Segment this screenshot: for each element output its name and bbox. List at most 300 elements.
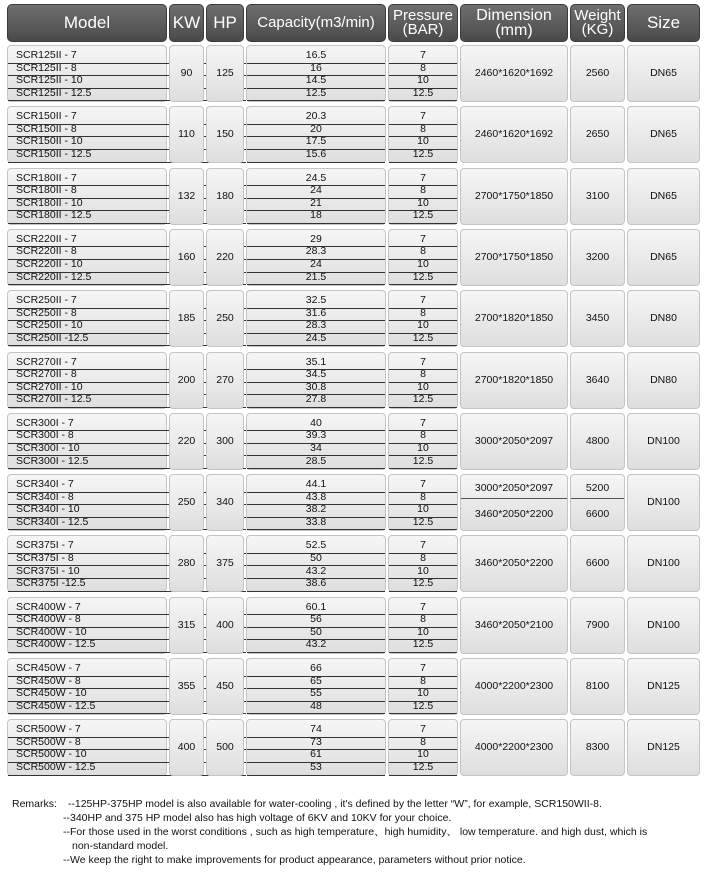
pressure-cell [388, 290, 458, 347]
pressure-value: 7 [389, 418, 457, 432]
spec-group-row [0, 168, 707, 225]
capacity-value: 20.3 [247, 111, 385, 125]
pressure-value: 8 [389, 676, 457, 690]
kw-cell [169, 168, 204, 225]
dimension-cell [460, 413, 568, 470]
hp-cell [206, 45, 244, 102]
model-name: SCR340I - 7 [8, 479, 246, 493]
weight-value: 5200 [571, 482, 624, 499]
capacity-value: 50 [247, 627, 385, 641]
capacity-value: 15.6 [247, 149, 385, 163]
hp-cell [206, 106, 244, 163]
model-cell [7, 597, 167, 654]
pressure-cell [388, 719, 458, 776]
capacity-value: 43.8 [247, 492, 385, 506]
kw-value: 110 [178, 128, 195, 141]
pressure-value: 8 [389, 369, 457, 383]
weight-cell [570, 229, 625, 286]
dimension-value: 2460*1620*1692 [474, 128, 554, 141]
spec-group-row [0, 229, 707, 286]
capacity-value: 14.5 [247, 75, 385, 89]
model-name: SCR400W - 12.5 [8, 639, 246, 653]
model-cell [7, 413, 167, 470]
weight-value: 3200 [585, 250, 610, 263]
size-cell [627, 535, 700, 592]
spec-group-row [0, 658, 707, 715]
model-name: SCR375I -12.5 [8, 578, 246, 592]
pressure-value: 12.5 [389, 701, 457, 715]
model-name: SCR180II - 7 [8, 173, 246, 187]
pressure-cell [388, 658, 458, 715]
model-name: SCR250II - 8 [8, 308, 246, 322]
pressure-value: 10 [389, 198, 457, 212]
spec-group-row [0, 413, 707, 470]
header-dimension-unit: (mm) [495, 22, 533, 39]
pressure-cell [388, 535, 458, 592]
size-cell [627, 352, 700, 409]
model-name: SCR150II - 12.5 [8, 149, 246, 163]
kw-value: 250 [177, 496, 196, 509]
remarks-line-4: non-standard model. [72, 840, 169, 852]
pressure-value: 12.5 [389, 578, 457, 592]
model-name: SCR125II - 7 [8, 50, 246, 64]
pressure-value: 8 [389, 246, 457, 260]
weight-cell [570, 45, 625, 102]
kw-cell [169, 229, 204, 286]
hp-cell [206, 535, 244, 592]
size-cell [627, 474, 700, 531]
model-name: SCR220II - 10 [8, 259, 246, 273]
size-value: DN100 [647, 496, 680, 509]
capacity-value: 53 [247, 762, 385, 776]
pressure-value: 8 [389, 492, 457, 506]
model-name: SCR500W - 8 [8, 737, 246, 751]
hp-cell [206, 719, 244, 776]
kw-cell [169, 597, 204, 654]
kw-value: 220 [177, 434, 196, 447]
capacity-cell [246, 168, 386, 225]
size-cell [627, 168, 700, 225]
pressure-value: 8 [389, 124, 457, 138]
model-name: SCR450W - 8 [8, 676, 246, 690]
pressure-value: 8 [389, 63, 457, 77]
pressure-value: 12.5 [389, 272, 457, 286]
model-name: SCR340I - 12.5 [8, 517, 246, 531]
size-cell [627, 290, 700, 347]
model-name: SCR500W - 7 [8, 724, 246, 738]
model-name: SCR500W - 10 [8, 749, 246, 763]
pressure-value: 8 [389, 737, 457, 751]
capacity-value: 30.8 [247, 382, 385, 396]
model-name: SCR125II - 10 [8, 75, 246, 89]
model-name: SCR300I - 8 [8, 430, 246, 444]
hp-value: 125 [216, 67, 234, 79]
header-dimension [460, 4, 568, 42]
capacity-cell [246, 413, 386, 470]
model-cell [7, 229, 167, 286]
model-cell [7, 168, 167, 225]
capacity-value: 74 [247, 724, 385, 738]
capacity-value: 24.5 [247, 173, 385, 187]
weight-cell [570, 352, 625, 409]
header-hp [206, 4, 244, 42]
kw-value: 400 [177, 741, 196, 754]
size-cell [627, 45, 700, 102]
weight-cell [570, 168, 625, 225]
hp-value: 300 [216, 434, 234, 447]
pressure-value: 8 [389, 553, 457, 567]
dimension-cell [460, 106, 568, 163]
hp-value: 150 [216, 128, 234, 141]
pressure-value: 7 [389, 234, 457, 248]
size-value: DN100 [647, 618, 680, 631]
header-hp-label: HP [213, 13, 237, 32]
kw-cell [169, 45, 204, 102]
capacity-value: 55 [247, 688, 385, 702]
dimension-value: 4000*2200*2300 [474, 741, 554, 754]
dimension-value: 3460*2050*2200 [474, 508, 554, 521]
kw-cell [169, 352, 204, 409]
capacity-value: 66 [247, 663, 385, 677]
model-cell [7, 474, 167, 531]
weight-value: 8100 [585, 680, 610, 692]
model-name: SCR220II - 12.5 [8, 272, 246, 286]
capacity-value: 33.8 [247, 517, 385, 531]
hp-value: 340 [216, 496, 234, 509]
header-size-label: Size [646, 13, 681, 32]
hp-cell [206, 413, 244, 470]
kw-cell [169, 106, 204, 163]
model-name: SCR375I - 7 [8, 540, 246, 554]
model-name: SCR450W - 10 [8, 688, 246, 702]
capacity-value: 43.2 [247, 566, 385, 580]
pressure-value: 7 [389, 663, 457, 677]
header-weight [570, 4, 625, 42]
pressure-value: 7 [389, 540, 457, 554]
capacity-value: 40 [247, 418, 385, 432]
model-name: SCR375I - 10 [8, 566, 246, 580]
pressure-value: 7 [389, 50, 457, 64]
pressure-value: 12.5 [389, 394, 457, 408]
dimension-value: 2700*1820*1850 [474, 373, 554, 386]
model-cell [7, 535, 167, 592]
pressure-value: 10 [389, 136, 457, 150]
pressure-value: 7 [389, 724, 457, 738]
size-cell [627, 719, 700, 776]
header-pressure-unit: (BAR) [402, 21, 444, 38]
header-dimension-label: Dimension [476, 7, 552, 24]
pressure-value: 7 [389, 295, 457, 309]
kw-cell [169, 290, 204, 347]
kw-cell [169, 535, 204, 592]
dimension-value: 2700*1750*1850 [474, 189, 554, 202]
size-cell [627, 413, 700, 470]
capacity-value: 50 [247, 553, 385, 567]
pressure-value: 10 [389, 75, 457, 89]
hp-cell [206, 352, 244, 409]
model-name: SCR150II - 10 [8, 136, 246, 150]
pressure-value: 10 [389, 566, 457, 580]
dimension-cell [460, 168, 568, 225]
model-name: SCR450W - 7 [8, 663, 246, 677]
size-value: DN65 [650, 128, 677, 141]
pressure-value: 12.5 [389, 517, 457, 531]
dimension-cell [460, 352, 568, 409]
hp-value: 180 [216, 189, 234, 202]
capacity-cell [246, 45, 386, 102]
capacity-value: 12.5 [247, 88, 385, 102]
dimension-cell [460, 45, 568, 102]
dimension-cell [460, 535, 568, 592]
header-model [7, 4, 167, 42]
pressure-value: 10 [389, 688, 457, 702]
capacity-value: 21.5 [247, 272, 385, 286]
model-name: SCR125II - 8 [8, 63, 246, 77]
hp-value: 450 [216, 680, 234, 692]
pressure-value: 12.5 [389, 456, 457, 470]
model-name: SCR150II - 7 [8, 111, 246, 125]
hp-value: 220 [216, 250, 234, 263]
weight-cell [570, 719, 625, 776]
capacity-cell [246, 474, 386, 531]
kw-value: 90 [180, 67, 193, 79]
kw-value: 280 [177, 557, 196, 570]
hp-value: 250 [216, 312, 234, 325]
weight-value: 2560 [585, 67, 610, 79]
dimension-cell [460, 597, 568, 654]
weight-value: 3640 [585, 373, 610, 386]
pressure-value: 8 [389, 614, 457, 628]
capacity-cell [246, 106, 386, 163]
size-value: DN65 [650, 250, 677, 263]
weight-cell [570, 474, 625, 531]
model-cell [7, 290, 167, 347]
pressure-cell [388, 413, 458, 470]
capacity-value: 16 [247, 63, 385, 77]
model-name: SCR400W - 10 [8, 627, 246, 641]
model-name: SCR300I - 7 [8, 418, 246, 432]
capacity-value: 20 [247, 124, 385, 138]
size-value: DN80 [650, 373, 677, 386]
header-weight-label: Weight [574, 7, 621, 24]
capacity-value: 29 [247, 234, 385, 248]
pressure-cell [388, 45, 458, 102]
dimension-cell [460, 290, 568, 347]
weight-cell [570, 658, 625, 715]
capacity-cell [246, 290, 386, 347]
kw-cell [169, 474, 204, 531]
size-value: DN125 [647, 741, 680, 754]
kw-value: 315 [177, 618, 196, 631]
hp-value: 375 [216, 557, 234, 570]
pressure-cell [388, 168, 458, 225]
spec-group-row [0, 290, 707, 347]
model-name: SCR250II - 7 [8, 295, 246, 309]
remarks-section [12, 797, 702, 867]
model-name: SCR300I - 12.5 [8, 456, 246, 470]
hp-value: 500 [216, 741, 234, 754]
weight-cell [570, 597, 625, 654]
model-name: SCR340I - 10 [8, 504, 246, 518]
model-name: SCR500W - 12.5 [8, 762, 246, 776]
weight-value: 3450 [585, 312, 610, 325]
capacity-value: 18 [247, 210, 385, 224]
pressure-value: 10 [389, 504, 457, 518]
dimension-value: 3000*2050*2097 [461, 482, 567, 499]
remarks-label: Remarks: [12, 798, 57, 810]
capacity-cell [246, 597, 386, 654]
size-cell [627, 106, 700, 163]
pressure-value: 10 [389, 749, 457, 763]
pressure-value: 8 [389, 185, 457, 199]
capacity-cell [246, 535, 386, 592]
hp-cell [206, 168, 244, 225]
header-pressure [388, 4, 458, 42]
pressure-cell [388, 106, 458, 163]
spec-group-row [0, 474, 707, 531]
model-name: SCR300I - 10 [8, 443, 246, 457]
model-name: SCR250II - 10 [8, 320, 246, 334]
capacity-value: 24 [247, 259, 385, 273]
spec-group-row [0, 45, 707, 102]
dimension-value: 2700*1820*1850 [474, 312, 554, 325]
model-cell [7, 658, 167, 715]
size-value: DN80 [650, 312, 677, 325]
header-kw-label: KW [172, 13, 201, 32]
header-capacity-label: Capacity(m3/min) [257, 14, 375, 31]
model-name: SCR180II - 12.5 [8, 210, 246, 224]
capacity-value: 44.1 [247, 479, 385, 493]
capacity-value: 34.5 [247, 369, 385, 383]
remarks-line-5: --We keep the right to make improvements for product appearance, parameters without prior notice. [63, 854, 526, 866]
model-name: SCR180II - 8 [8, 185, 246, 199]
model-cell [7, 106, 167, 163]
size-value: DN125 [647, 680, 680, 692]
model-name: SCR375I - 8 [8, 553, 246, 567]
pressure-cell [388, 597, 458, 654]
capacity-value: 52.5 [247, 540, 385, 554]
model-cell [7, 352, 167, 409]
pressure-value: 12.5 [389, 639, 457, 653]
spec-group-row [0, 352, 707, 409]
model-name: SCR270II - 10 [8, 382, 246, 396]
header-model-label: Model [63, 13, 111, 32]
model-cell [7, 45, 167, 102]
capacity-value: 34 [247, 443, 385, 457]
kw-value: 185 [177, 312, 196, 325]
dimension-value: 3000*2050*2097 [474, 434, 554, 447]
pressure-cell [388, 229, 458, 286]
capacity-cell [246, 719, 386, 776]
weight-cell [570, 106, 625, 163]
capacity-value: 16.5 [247, 50, 385, 64]
hp-cell [206, 229, 244, 286]
dimension-cell [460, 229, 568, 286]
size-cell [627, 658, 700, 715]
remarks-text: --125HP-375HP model is also available for water-cooling , it's defined by the letter “W”, for example, SCR150WII-8. [67, 798, 602, 810]
capacity-value: 17.5 [247, 136, 385, 150]
model-name: SCR220II - 7 [8, 234, 246, 248]
hp-cell [206, 658, 244, 715]
size-cell [627, 229, 700, 286]
model-name: SCR180II - 10 [8, 198, 246, 212]
dimension-cell [460, 719, 568, 776]
dimension-value: 3460*2050*2200 [474, 557, 554, 570]
dimension-value: 2460*1620*1692 [474, 67, 554, 79]
dimension-value: 4000*2200*2300 [474, 680, 554, 692]
capacity-value: 31.6 [247, 308, 385, 322]
capacity-value: 65 [247, 676, 385, 690]
pressure-value: 12.5 [389, 333, 457, 347]
pressure-value: 10 [389, 443, 457, 457]
pressure-value: 12.5 [389, 762, 457, 776]
capacity-value: 39.3 [247, 430, 385, 444]
size-cell [627, 597, 700, 654]
pressure-value: 8 [389, 308, 457, 322]
kw-value: 200 [177, 373, 196, 386]
model-cell [7, 719, 167, 776]
header-pressure-label: Pressure [392, 7, 454, 24]
pressure-value: 8 [389, 430, 457, 444]
hp-value: 400 [216, 618, 234, 631]
header-kw [169, 4, 204, 42]
model-name: SCR125II - 12.5 [8, 88, 246, 102]
pressure-cell [388, 474, 458, 531]
pressure-value: 12.5 [389, 210, 457, 224]
capacity-value: 48 [247, 701, 385, 715]
capacity-value: 38.6 [247, 578, 385, 592]
header-capacity [246, 4, 386, 42]
size-value: DN100 [647, 434, 680, 447]
pressure-value: 7 [389, 173, 457, 187]
pressure-value: 12.5 [389, 88, 457, 102]
capacity-value: 73 [247, 737, 385, 751]
size-value: DN65 [650, 67, 677, 79]
weight-value: 6600 [585, 557, 610, 570]
capacity-cell [246, 658, 386, 715]
dimension-cell [460, 658, 568, 715]
dimension-cell [460, 474, 568, 531]
kw-value: 132 [177, 189, 196, 202]
kw-value: 355 [177, 680, 196, 692]
remarks-line-1 [12, 797, 702, 811]
capacity-value: 21 [247, 198, 385, 212]
model-name: SCR270II - 7 [8, 357, 246, 371]
pressure-cell [388, 352, 458, 409]
capacity-cell [246, 352, 386, 409]
spec-group-row [0, 719, 707, 776]
capacity-value: 60.1 [247, 602, 385, 616]
weight-value: 3100 [585, 189, 610, 202]
pressure-value: 7 [389, 111, 457, 125]
spec-group-row [0, 535, 707, 592]
kw-cell [169, 719, 204, 776]
hp-cell [206, 597, 244, 654]
weight-cell [570, 535, 625, 592]
pressure-value: 7 [389, 479, 457, 493]
header-weight-unit: (KG) [581, 21, 614, 38]
model-name: SCR450W - 12.5 [8, 701, 246, 715]
spec-group-row [0, 106, 707, 163]
size-value: DN65 [650, 189, 677, 202]
pressure-value: 12.5 [389, 149, 457, 163]
kw-cell [169, 413, 204, 470]
weight-value: 2650 [585, 128, 610, 141]
header-size [627, 4, 700, 42]
capacity-value: 24.5 [247, 333, 385, 347]
weight-value: 7900 [585, 618, 610, 631]
capacity-cell [246, 229, 386, 286]
